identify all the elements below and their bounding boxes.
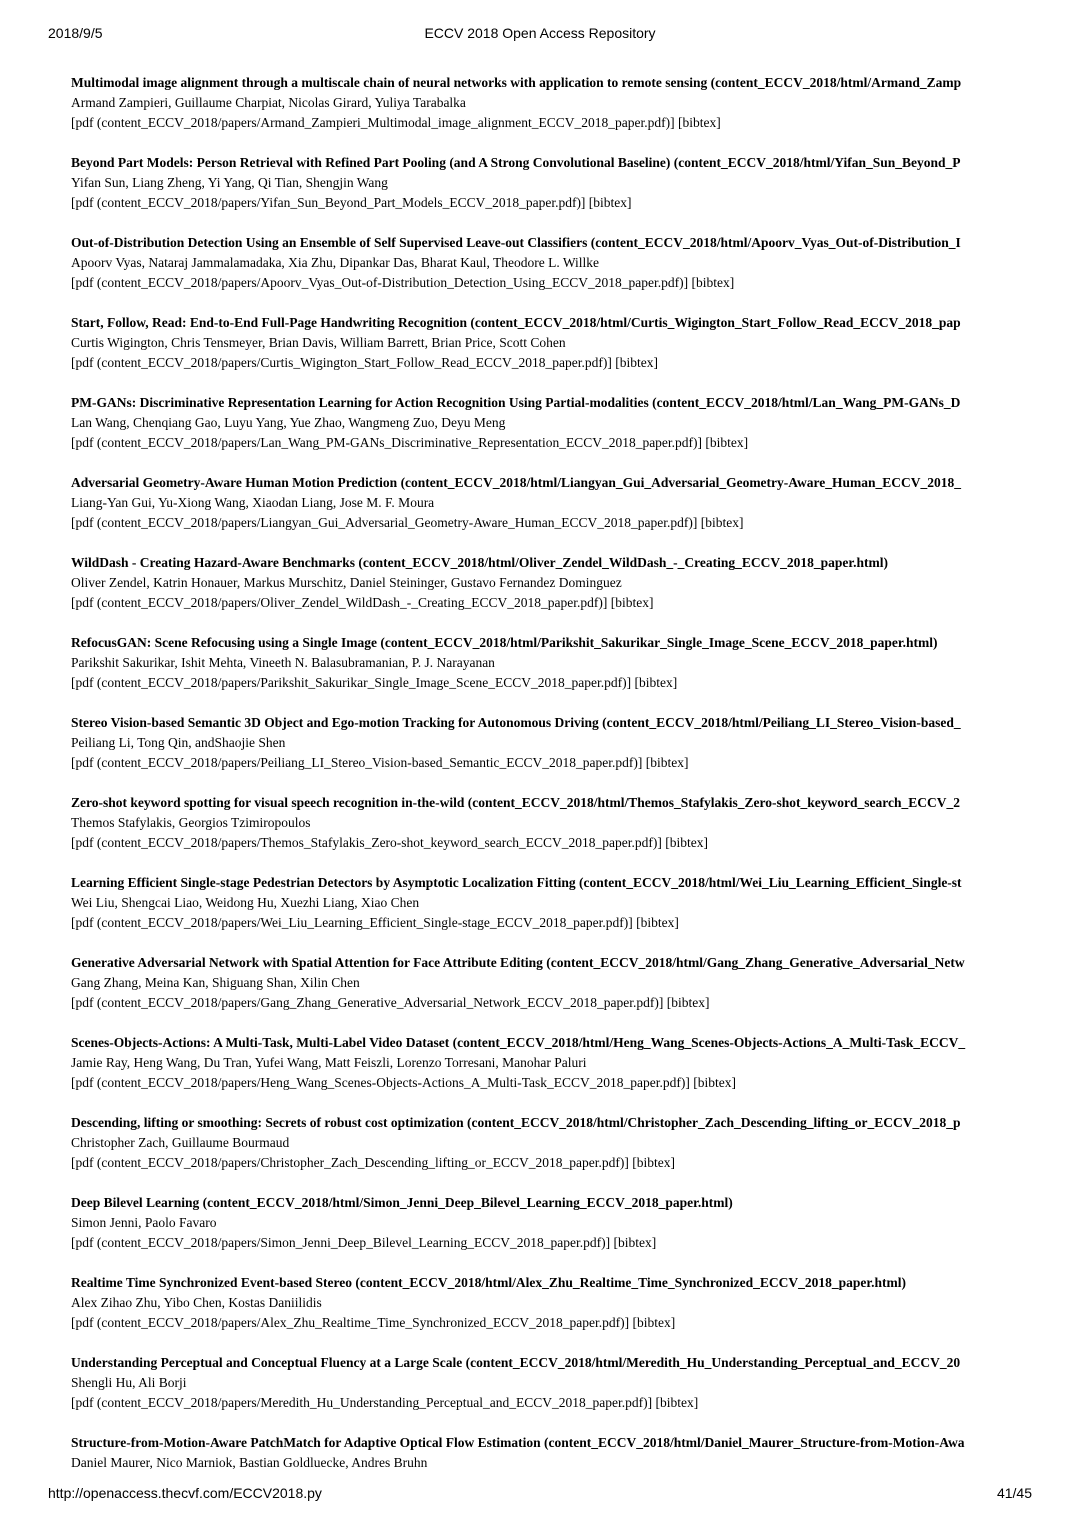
paper-title-link[interactable]: Generative Adversarial Network with Spatial Attention for Face Attribute Editing (content_ECCV_2018/html/Gang_Zhang_Generative_Adversarial_Netw [71, 955, 965, 970]
paper-pdf-bibtex-links[interactable]: [pdf (content_ECCV_2018/papers/Gang_Zhang_Generative_Adversarial_Network_ECCV_2018_paper.pdf)] [bibtex] [71, 995, 710, 1010]
paper-authors: Liang-Yan Gui, Yu-Xiong Wang, Xiaodan Liang, Jose M. F. Moura [71, 495, 435, 510]
paper-title-link[interactable]: Descending, lifting or smoothing: Secrets of robust cost optimization (content_ECCV_2018/html/Christopher_Zach_Descending_lifting_or_ECCV_2018_p [71, 1115, 961, 1130]
paper-pdf-bibtex-links[interactable]: [pdf (content_ECCV_2018/papers/Armand_Zampieri_Multimodal_image_alignment_ECCV_2018_paper.pdf)] [bibtex] [71, 115, 721, 130]
page-header [48, 25, 1032, 47]
page-title: ECCV 2018 Open Access Repository [424, 25, 656, 41]
paper-entry [71, 793, 1033, 873]
paper-entry [71, 233, 1033, 313]
paper-pdf-bibtex-links[interactable]: [pdf (content_ECCV_2018/papers/Peiliang_LI_Stereo_Vision-based_Semantic_ECCV_2018_paper.pdf)] [bibtex] [71, 755, 689, 770]
paper-authors: Alex Zihao Zhu, Yibo Chen, Kostas Daniilidis [71, 1295, 322, 1310]
paper-entry [71, 153, 1033, 233]
paper-pdf-bibtex-links[interactable]: [pdf (content_ECCV_2018/papers/Christopher_Zach_Descending_lifting_or_ECCV_2018_paper.pdf)] [bibtex] [71, 1155, 675, 1170]
paper-entry [71, 1353, 1033, 1433]
paper-pdf-bibtex-links[interactable]: [pdf (content_ECCV_2018/papers/Meredith_Hu_Understanding_Perceptual_and_ECCV_2018_paper.pdf)] [bibtex] [71, 1395, 699, 1410]
paper-entry [71, 1273, 1033, 1353]
paper-pdf-bibtex-links[interactable]: [pdf (content_ECCV_2018/papers/Heng_Wang_Scenes-Objects-Actions_A_Multi-Task_ECCV_2018_paper.pdf)] [bibtex] [71, 1075, 736, 1090]
paper-authors: Peiliang Li, Tong Qin, andShaojie Shen [71, 735, 286, 750]
paper-authors: Lan Wang, Chenqiang Gao, Luyu Yang, Yue Zhao, Wangmeng Zuo, Deyu Meng [71, 415, 506, 430]
paper-title-link[interactable]: WildDash - Creating Hazard-Aware Benchmarks (content_ECCV_2018/html/Oliver_Zendel_WildDash_-_Creating_ECCV_2018_paper.html) [71, 555, 889, 570]
paper-entry [71, 313, 1033, 393]
paper-title-link[interactable]: RefocusGAN: Scene Refocusing using a Single Image (content_ECCV_2018/html/Parikshit_Sakurikar_Single_Image_Scene_ECCV_2018_paper.html) [71, 635, 938, 650]
paper-entry [71, 393, 1033, 473]
print-date: 2018/9/5 [48, 25, 103, 41]
paper-title-link[interactable]: Structure-from-Motion-Aware PatchMatch for Adaptive Optical Flow Estimation (content_ECCV_2018/html/Daniel_Maurer_Structure-from-Motion-Awa [71, 1435, 965, 1450]
paper-authors: Christopher Zach, Guillaume Bourmaud [71, 1135, 290, 1150]
paper-title-link[interactable]: Scenes-Objects-Actions: A Multi-Task, Multi-Label Video Dataset (content_ECCV_2018/html/Heng_Wang_Scenes-Objects-Actions_A_Multi-Task_ECCV_ [71, 1035, 966, 1050]
paper-entry [71, 1113, 1033, 1193]
paper-authors: Oliver Zendel, Katrin Honauer, Markus Murschitz, Daniel Steininger, Gustavo Fernandez Dominguez [71, 575, 622, 590]
paper-entry [71, 873, 1033, 953]
page-url[interactable]: http://openaccess.thecvf.com/ECCV2018.py [48, 1485, 322, 1501]
paper-entry [71, 1193, 1033, 1273]
paper-pdf-bibtex-links[interactable]: [pdf (content_ECCV_2018/papers/Wei_Liu_Learning_Efficient_Single-stage_ECCV_2018_paper.pdf)] [bibtex] [71, 915, 679, 930]
paper-entry [71, 473, 1033, 553]
paper-title-link[interactable]: Learning Efficient Single-stage Pedestrian Detectors by Asymptotic Localization Fitting (content_ECCV_2018/html/Wei_Liu_Learning_Efficient_Single-st [71, 875, 962, 890]
paper-authors: Apoorv Vyas, Nataraj Jammalamadaka, Xia Zhu, Dipankar Das, Bharat Kaul, Theodore L. Willke [71, 255, 600, 270]
paper-entry [71, 633, 1033, 713]
paper-title-link[interactable]: Out-of-Distribution Detection Using an Ensemble of Self Supervised Leave-out Classifiers (content_ECCV_2018/html/Apoorv_Vyas_Out-of-Distribution_I [71, 235, 961, 250]
paper-authors: Jamie Ray, Heng Wang, Du Tran, Yufei Wang, Matt Feiszli, Lorenzo Torresani, Manohar Paluri [71, 1055, 587, 1070]
paper-pdf-bibtex-links[interactable]: [pdf (content_ECCV_2018/papers/Simon_Jenni_Deep_Bilevel_Learning_ECCV_2018_paper.pdf)] [bibtex] [71, 1235, 657, 1250]
paper-title-link[interactable]: Realtime Time Synchronized Event-based Stereo (content_ECCV_2018/html/Alex_Zhu_Realtime_Time_Synchronized_ECCV_2018_paper.html) [71, 1275, 906, 1290]
paper-authors: Armand Zampieri, Guillaume Charpiat, Nicolas Girard, Yuliya Tarabalka [71, 95, 466, 110]
paper-pdf-bibtex-links[interactable]: [pdf (content_ECCV_2018/papers/Lan_Wang_PM-GANs_Discriminative_Representation_ECCV_2018_paper.pdf)] [bibtex] [71, 435, 749, 450]
paper-authors: Wei Liu, Shengcai Liao, Weidong Hu, Xuezhi Liang, Xiao Chen [71, 895, 420, 910]
paper-entry [71, 553, 1033, 633]
paper-authors: Themos Stafylakis, Georgios Tzimiropoulos [71, 815, 311, 830]
paper-pdf-bibtex-links[interactable]: [pdf (content_ECCV_2018/papers/Apoorv_Vyas_Out-of-Distribution_Detection_Using_ECCV_2018_paper.pdf)] [bibtex] [71, 275, 735, 290]
paper-entry [71, 713, 1033, 793]
paper-title-link[interactable]: Multimodal image alignment through a multiscale chain of neural networks with application to remote sensing (content_ECCV_2018/html/Armand_Zamp [71, 75, 962, 90]
paper-title-link[interactable]: Deep Bilevel Learning (content_ECCV_2018/html/Simon_Jenni_Deep_Bilevel_Learning_ECCV_2018_paper.html) [71, 1195, 733, 1210]
paper-title-link[interactable]: Zero-shot keyword spotting for visual speech recognition in-the-wild (content_ECCV_2018/html/Themos_Stafylakis_Zero-shot_keyword_search_ECCV_2 [71, 795, 961, 810]
paper-pdf-bibtex-links[interactable]: [pdf (content_ECCV_2018/papers/Liangyan_Gui_Adversarial_Geometry-Aware_Human_ECCV_2018_paper.pdf)] [bibtex] [71, 515, 744, 530]
paper-authors: Curtis Wigington, Chris Tensmeyer, Brian Davis, William Barrett, Brian Price, Scott Cohen [71, 335, 566, 350]
page-number: 41/45 [996, 1485, 1032, 1501]
paper-pdf-bibtex-links[interactable]: [pdf (content_ECCV_2018/papers/Curtis_Wigington_Start_Follow_Read_ECCV_2018_paper.pdf)] [bibtex] [71, 355, 658, 370]
paper-title-link[interactable]: Stereo Vision-based Semantic 3D Object and Ego-motion Tracking for Autonomous Driving (content_ECCV_2018/html/Peiliang_LI_Stereo_Vision-based_ [71, 715, 961, 730]
paper-pdf-bibtex-links[interactable]: [pdf (content_ECCV_2018/papers/Themos_Stafylakis_Zero-shot_keyword_search_ECCV_2018_paper.pdf)] [bibtex] [71, 835, 708, 850]
paper-pdf-bibtex-links[interactable]: [pdf (content_ECCV_2018/papers/Alex_Zhu_Realtime_Time_Synchronized_ECCV_2018_paper.pdf)] [bibtex] [71, 1315, 676, 1330]
paper-authors: Parikshit Sakurikar, Ishit Mehta, Vineeth N. Balasubramanian, P. J. Narayanan [71, 655, 495, 670]
paper-authors: Gang Zhang, Meina Kan, Shiguang Shan, Xilin Chen [71, 975, 360, 990]
paper-entry [71, 953, 1033, 1033]
paper-authors: Shengli Hu, Ali Borji [71, 1375, 187, 1390]
paper-authors: Daniel Maurer, Nico Marniok, Bastian Goldluecke, Andres Bruhn [71, 1455, 428, 1470]
paper-entry [71, 1033, 1033, 1113]
paper-entry [71, 73, 1033, 153]
paper-title-link[interactable]: Adversarial Geometry-Aware Human Motion Prediction (content_ECCV_2018/html/Liangyan_Gui_Adversarial_Geometry-Aware_Human_ECCV_2018_ [71, 475, 962, 490]
paper-title-link[interactable]: PM-GANs: Discriminative Representation Learning for Action Recognition Using Partial-modalities (content_ECCV_2018/html/Lan_Wang_PM-GANs_D [71, 395, 961, 410]
page-footer [48, 1485, 1032, 1507]
paper-pdf-bibtex-links[interactable]: [pdf (content_ECCV_2018/papers/Oliver_Zendel_WildDash_-_Creating_ECCV_2018_paper.pdf)] [bibtex] [71, 595, 654, 610]
paper-pdf-bibtex-links[interactable]: [pdf (content_ECCV_2018/papers/Parikshit_Sakurikar_Single_Image_Scene_ECCV_2018_paper.pdf)] [bibtex] [71, 675, 678, 690]
paper-authors: Simon Jenni, Paolo Favaro [71, 1215, 217, 1230]
paper-authors: Yifan Sun, Liang Zheng, Yi Yang, Qi Tian, Shengjin Wang [71, 175, 388, 190]
paper-title-link[interactable]: Understanding Perceptual and Conceptual Fluency at a Large Scale (content_ECCV_2018/html/Meredith_Hu_Understanding_Perceptual_and_ECCV_20 [71, 1355, 961, 1370]
paper-title-link[interactable]: Start, Follow, Read: End-to-End Full-Page Handwriting Recognition (content_ECCV_2018/html/Curtis_Wigington_Start_Follow_Read_ECCV_2018_pap [71, 315, 961, 330]
paper-title-link[interactable]: Beyond Part Models: Person Retrieval with Refined Part Pooling (and A Strong Convolutional Baseline) (content_ECCV_2018/html/Yifan_Sun_Beyond_P [71, 155, 961, 170]
paper-list [71, 73, 1033, 1513]
paper-pdf-bibtex-links[interactable]: [pdf (content_ECCV_2018/papers/Yifan_Sun_Beyond_Part_Models_ECCV_2018_paper.pdf)] [bibtex] [71, 195, 632, 210]
